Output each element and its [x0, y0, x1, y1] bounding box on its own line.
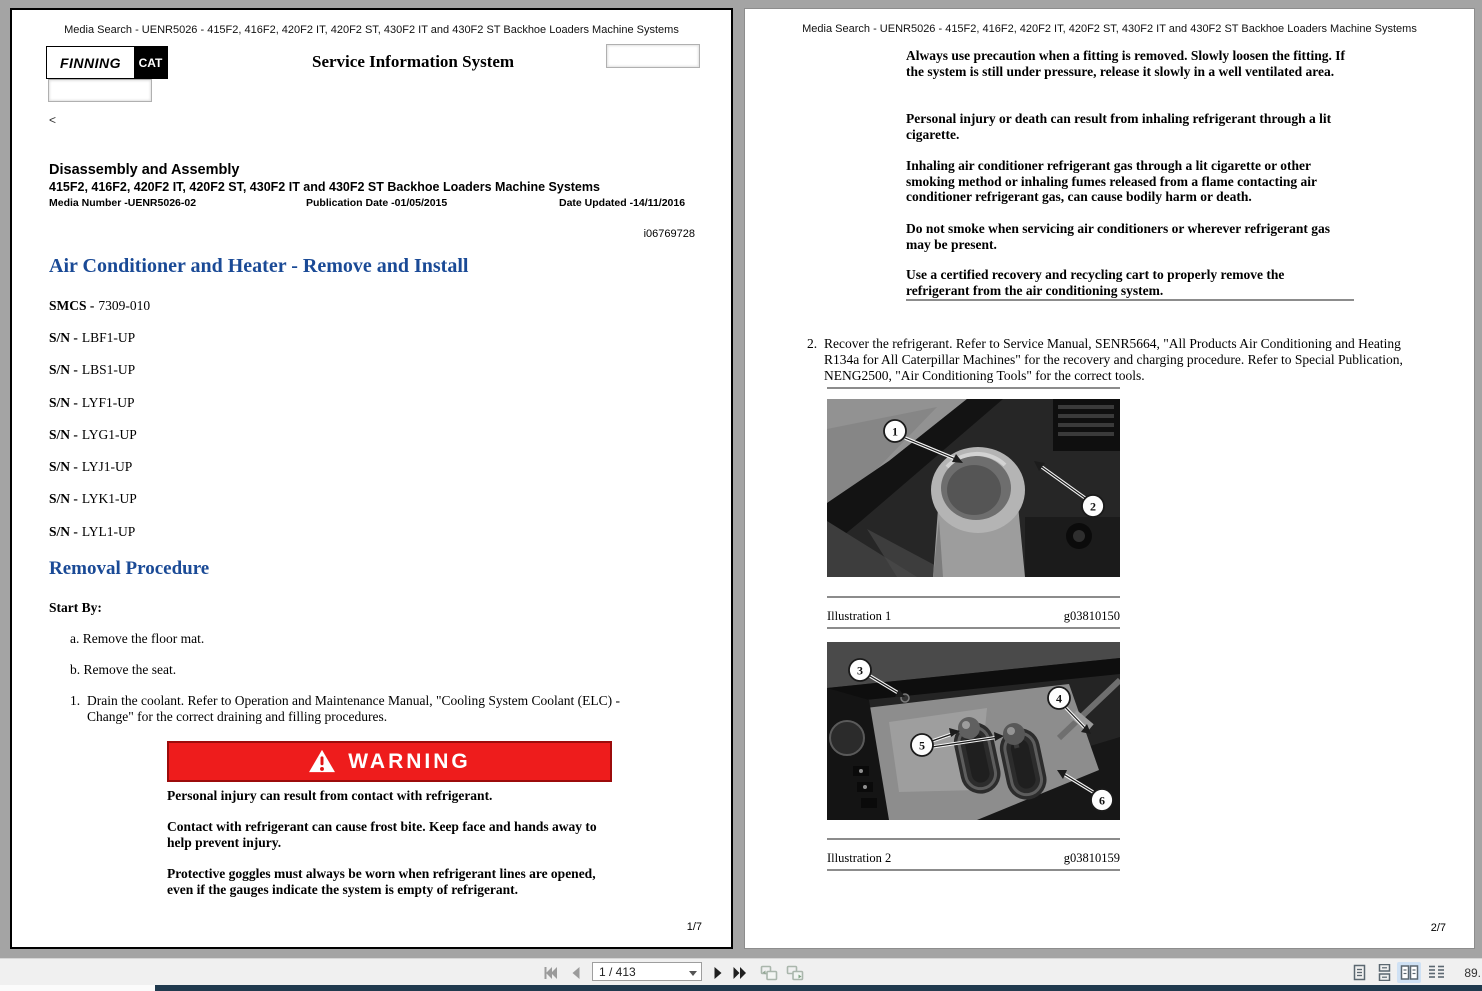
- sis-title: Service Information System: [312, 52, 515, 71]
- zoom-level: 89.: [1464, 966, 1481, 980]
- two-page-continuous-view-button[interactable]: [1424, 962, 1448, 983]
- page-number: 1/7: [686, 921, 702, 933]
- viewer-toolbar: [0, 958, 1482, 986]
- warning-paragraph: Inhaling air conditioner refrigerant gas through a lit cigarette or other smoking method or inhaling fumes released from a flame contacting air conditioner refrigerant gas, can cause bodily harm or death.: [906, 158, 1317, 204]
- cat-logo: CAT: [134, 47, 167, 78]
- sn-value: LYL1-UP: [81, 524, 136, 539]
- serial-number-row: [49, 427, 137, 443]
- back-link[interactable]: <: [49, 113, 57, 127]
- svg-text:3: 3: [857, 663, 863, 678]
- svg-text:4: 4: [1056, 691, 1062, 706]
- media-number: Media Number -UENR5026-02: [49, 197, 197, 209]
- page-number-input[interactable]: [599, 963, 687, 980]
- page-header: Media Search - UENR5026 - 415F2, 416F2, 420F2 IT, 420F2 ST, 430F2 IT and 430F2 ST Backhoe Loaders Machine Systems: [64, 24, 679, 36]
- single-page-view-icon: [1351, 964, 1368, 981]
- finning-logo-text: FINNING: [59, 54, 122, 71]
- warning-paragraph: Personal injury or death can result from inhaling refrigerant through a lit cigarette.: [906, 111, 1332, 142]
- sn-label: S/N -: [49, 395, 78, 410]
- bottom-strip-dark: [155, 985, 1482, 991]
- warning-paragraph: Do not smoke when servicing air conditioners or wherever refrigerant gas may be present.: [906, 221, 1330, 252]
- svg-text:5: 5: [919, 738, 925, 753]
- removal-procedure-title: Removal Procedure: [49, 558, 210, 579]
- step-2: [807, 336, 1436, 384]
- sn-label: S/N -: [49, 427, 78, 442]
- warning-text-3: Protective goggles must always be worn when refrigerant lines are opened, even if the gauges indicate the system is empty of refrigerant.: [167, 866, 596, 897]
- warning-banner: [167, 741, 612, 782]
- smcs-row: [49, 298, 150, 314]
- bottom-strip-light: [0, 985, 155, 991]
- warning-triangle-icon: [308, 749, 336, 774]
- serial-number-row: [49, 459, 132, 475]
- illustration-1-code: g03810150: [1063, 609, 1120, 623]
- section-title: Air Conditioner and Heater - Remove and Install: [49, 255, 469, 277]
- page-dropdown-caret-icon[interactable]: [689, 971, 697, 976]
- serial-number-row: [49, 395, 135, 411]
- next-view-icon[interactable]: [786, 965, 804, 981]
- divider: [827, 596, 1120, 598]
- sn-label: S/N -: [49, 524, 78, 539]
- date-updated: Date Updated -14/11/2016: [559, 197, 686, 209]
- sn-value: LBS1-UP: [81, 362, 136, 377]
- two-page-view-icon: [1400, 964, 1419, 981]
- page-number-box: [592, 962, 702, 981]
- doc-id: i06769728: [643, 228, 695, 240]
- warning-text-2: Contact with refrigerant can cause frost bite. Keep face and hands away to help prevent injury.: [167, 819, 597, 850]
- divider: [827, 387, 1120, 389]
- sn-value: LYK1-UP: [81, 491, 137, 506]
- divider: [827, 869, 1120, 871]
- smcs-label: SMCS -: [49, 298, 95, 313]
- warning-text-1: Personal injury can result from contact with refrigerant.: [167, 788, 493, 803]
- next-page-icon[interactable]: [710, 965, 726, 981]
- sn-value: LBF1-UP: [81, 330, 136, 345]
- warning-title: WARNING: [348, 749, 471, 773]
- svg-text:1: 1: [892, 424, 898, 439]
- two-page-view-button[interactable]: [1397, 962, 1421, 983]
- serial-number-row: [49, 524, 135, 540]
- callout-1: [884, 420, 906, 442]
- last-page-icon[interactable]: [732, 965, 748, 981]
- callout-6: [1091, 789, 1113, 811]
- page-header: Media Search - UENR5026 - 415F2, 416F2, 420F2 IT, 420F2 ST, 430F2 IT and 430F2 ST Backhoe Loaders Machine Systems: [802, 23, 1417, 35]
- illustration-2-photo: [827, 642, 1120, 820]
- step-2-number: 2.: [807, 336, 818, 351]
- callout-3: [849, 659, 871, 681]
- sn-label: S/N -: [49, 362, 78, 377]
- logo-form-field[interactable]: [48, 79, 152, 102]
- sn-value: LYG1-UP: [81, 427, 137, 442]
- step-1: [70, 693, 662, 725]
- serial-number-row: [49, 362, 135, 378]
- divider: [906, 299, 1354, 301]
- sn-label: S/N -: [49, 491, 78, 506]
- divider: [827, 838, 1120, 840]
- previous-page-icon[interactable]: [568, 965, 584, 981]
- step-1-text: Drain the coolant. Refer to Operation and Maintenance Manual, "Cooling System Coolant (ELC) - Change" for the correct draining and filling procedures.: [87, 693, 620, 724]
- finning-cat-logo: [46, 46, 168, 79]
- illustration-2-label: Illustration 2: [827, 851, 892, 865]
- warning-paragraph: Always use precaution when a fitting is removed. Slowly loosen the fitting. If the system is still under pressure, release it slowly in a well ventilated area.: [906, 48, 1346, 79]
- svg-text:2: 2: [1090, 499, 1096, 514]
- start-by-label: Start By:: [49, 600, 102, 615]
- smcs-value: 7309-010: [98, 298, 151, 313]
- continuous-view-button[interactable]: [1372, 962, 1396, 983]
- single-page-view-button[interactable]: [1347, 962, 1371, 983]
- divider: [827, 627, 1120, 629]
- step-2-text: Recover the refrigerant. Refer to Service Manual, SENR5664, "All Products Air Conditioning and Heating R134a for All Caterpillar Machines" for the recovery and charging procedure. Refer to Special Publication, NENG2500, "Air Conditioning Tools" for the correct tools.: [824, 336, 1403, 383]
- illustration-1-label: Illustration 1: [827, 609, 892, 623]
- callout-4: [1048, 687, 1070, 709]
- step-b: b. Remove the seat.: [70, 662, 177, 677]
- sn-label: S/N -: [49, 459, 78, 474]
- header-form-field[interactable]: [606, 44, 700, 68]
- svg-text:6: 6: [1099, 793, 1105, 808]
- document-page-1: [10, 8, 733, 949]
- step-1-number: 1.: [70, 693, 81, 708]
- publication-date: Publication Date -01/05/2015: [306, 197, 448, 209]
- doc-title: Disassembly and Assembly: [49, 162, 240, 178]
- continuous-view-icon: [1376, 964, 1393, 981]
- warning-paragraph: Use a certified recovery and recycling cart to properly remove the refrigerant from the air conditioning system.: [906, 267, 1285, 298]
- step-a: a. Remove the floor mat.: [70, 631, 205, 646]
- document-page-2: [744, 8, 1475, 949]
- sn-value: LYF1-UP: [81, 395, 135, 410]
- serial-number-row: [49, 330, 135, 346]
- callout-5: [911, 734, 933, 756]
- serial-number-row: [49, 491, 137, 507]
- illustration-1-photo: [827, 399, 1120, 577]
- sn-label: S/N -: [49, 330, 78, 345]
- callout-2: [1082, 495, 1104, 517]
- doc-subtitle: 415F2, 416F2, 420F2 IT, 420F2 ST, 430F2 IT and 430F2 ST Backhoe Loaders Machine Systems: [49, 180, 600, 194]
- first-page-icon[interactable]: [542, 965, 558, 981]
- previous-view-icon[interactable]: [760, 965, 778, 981]
- sn-value: LYJ1-UP: [81, 459, 133, 474]
- two-page-continuous-view-icon: [1427, 964, 1446, 981]
- page-number: 2/7: [1430, 922, 1446, 934]
- illustration-2-code: g03810159: [1063, 851, 1120, 865]
